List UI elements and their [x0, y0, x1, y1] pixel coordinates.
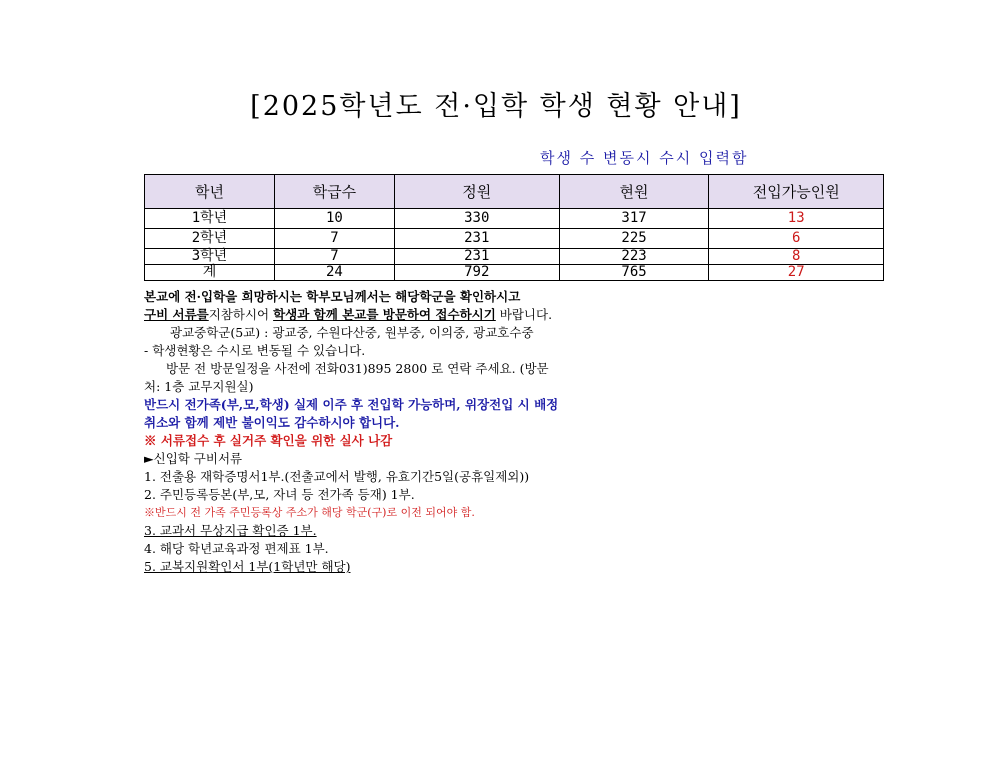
table-row	[145, 229, 884, 249]
cell-available: 13	[709, 209, 884, 229]
doc-note: ※반드시 전 가족 주민등록상 주소가 해당 학군(구)로 이전 되어야 함.	[144, 506, 475, 519]
cell-current: 223	[559, 249, 709, 265]
cell-classes: 10	[274, 209, 394, 229]
notice-line	[144, 306, 874, 324]
notice-warning: 취소와 함께 제반 불이익도 감수하시야 합니다.	[144, 415, 400, 430]
header-capacity: 정원	[394, 175, 559, 209]
docs-heading: ►신입학 구비서류	[144, 451, 243, 466]
notice-line: - 학생현황은 수시로 변동될 수 있습니다.	[144, 343, 366, 358]
cell-classes: 7	[274, 229, 394, 249]
header-available: 전입가능인원	[709, 175, 884, 209]
notice-emphasis: 학생과 함께 본교를 방문하여 접수하시기	[273, 307, 496, 322]
doc-item: 4. 해당 학년교육과정 편제표 1부.	[144, 541, 329, 556]
cell-grade: 2학년	[145, 229, 275, 249]
cell-current: 765	[559, 265, 709, 281]
cell-current: 317	[559, 209, 709, 229]
cell-classes: 7	[274, 249, 394, 265]
table-row	[145, 249, 884, 265]
doc-item: 1. 전출용 재학증명서1부.(전출교에서 발행, 유효기간5일(공휴일제외))	[144, 469, 530, 484]
notice-alert: ※ 서류접수 후 실거주 확인을 위한 실사 나감	[144, 433, 393, 448]
cell-available: 8	[709, 249, 884, 265]
cell-grade: 1학년	[145, 209, 275, 229]
header-current: 현원	[559, 175, 709, 209]
doc-item: 5. 교복지원확인서 1부(1학년만 해당)	[144, 559, 351, 574]
cell-capacity: 231	[394, 249, 559, 265]
notice-line: 처: 1층 교무지원실)	[144, 379, 254, 394]
cell-grade: 계	[145, 265, 275, 281]
table-header-row	[145, 175, 884, 209]
update-note: 학생 수 변동시 수시 입력함	[540, 149, 749, 167]
cell-capacity: 792	[394, 265, 559, 281]
notice-text-span: 지참하시어	[208, 307, 270, 322]
notice-line: 광교중학군(5교) : 광교중, 수원다산중, 원부중, 이의중, 광교호수중	[170, 325, 534, 340]
cell-grade: 3학년	[145, 249, 275, 265]
cell-available: 27	[709, 265, 884, 281]
cell-capacity: 330	[394, 209, 559, 229]
page-title: [2025학년도 전·입학 학생 현황 안내]	[250, 91, 742, 122]
doc-item: 2. 주민등록등본(부,모, 자녀 등 전가족 등재) 1부.	[144, 487, 415, 502]
cell-capacity: 231	[394, 229, 559, 249]
notice-line: 방문 전 방문일정을 사전에 전화031)895 2800 로 연락 주세요. (방문	[166, 361, 549, 376]
cell-classes: 24	[274, 265, 394, 281]
notice-line: 본교에 전·입학을 희망하시는 학부모님께서는 해당학군을 확인하시고	[144, 289, 521, 304]
notice-text-span: 바랍니다.	[499, 307, 553, 322]
notice-text	[144, 288, 874, 576]
doc-item: 3. 교과서 무상지급 확인증 1부.	[144, 523, 317, 538]
header-grade: 학년	[145, 175, 275, 209]
table-row	[145, 209, 884, 229]
cell-current: 225	[559, 229, 709, 249]
header-classes: 학급수	[274, 175, 394, 209]
table-total-row	[145, 265, 884, 281]
student-status-table	[144, 174, 884, 281]
cell-available: 6	[709, 229, 884, 249]
notice-warning: 반드시 전가족(부,모,학생) 실제 이주 후 전입학 가능하며, 위장전입 시 배정	[144, 397, 559, 412]
notice-emphasis: 구비 서류를	[144, 307, 209, 322]
